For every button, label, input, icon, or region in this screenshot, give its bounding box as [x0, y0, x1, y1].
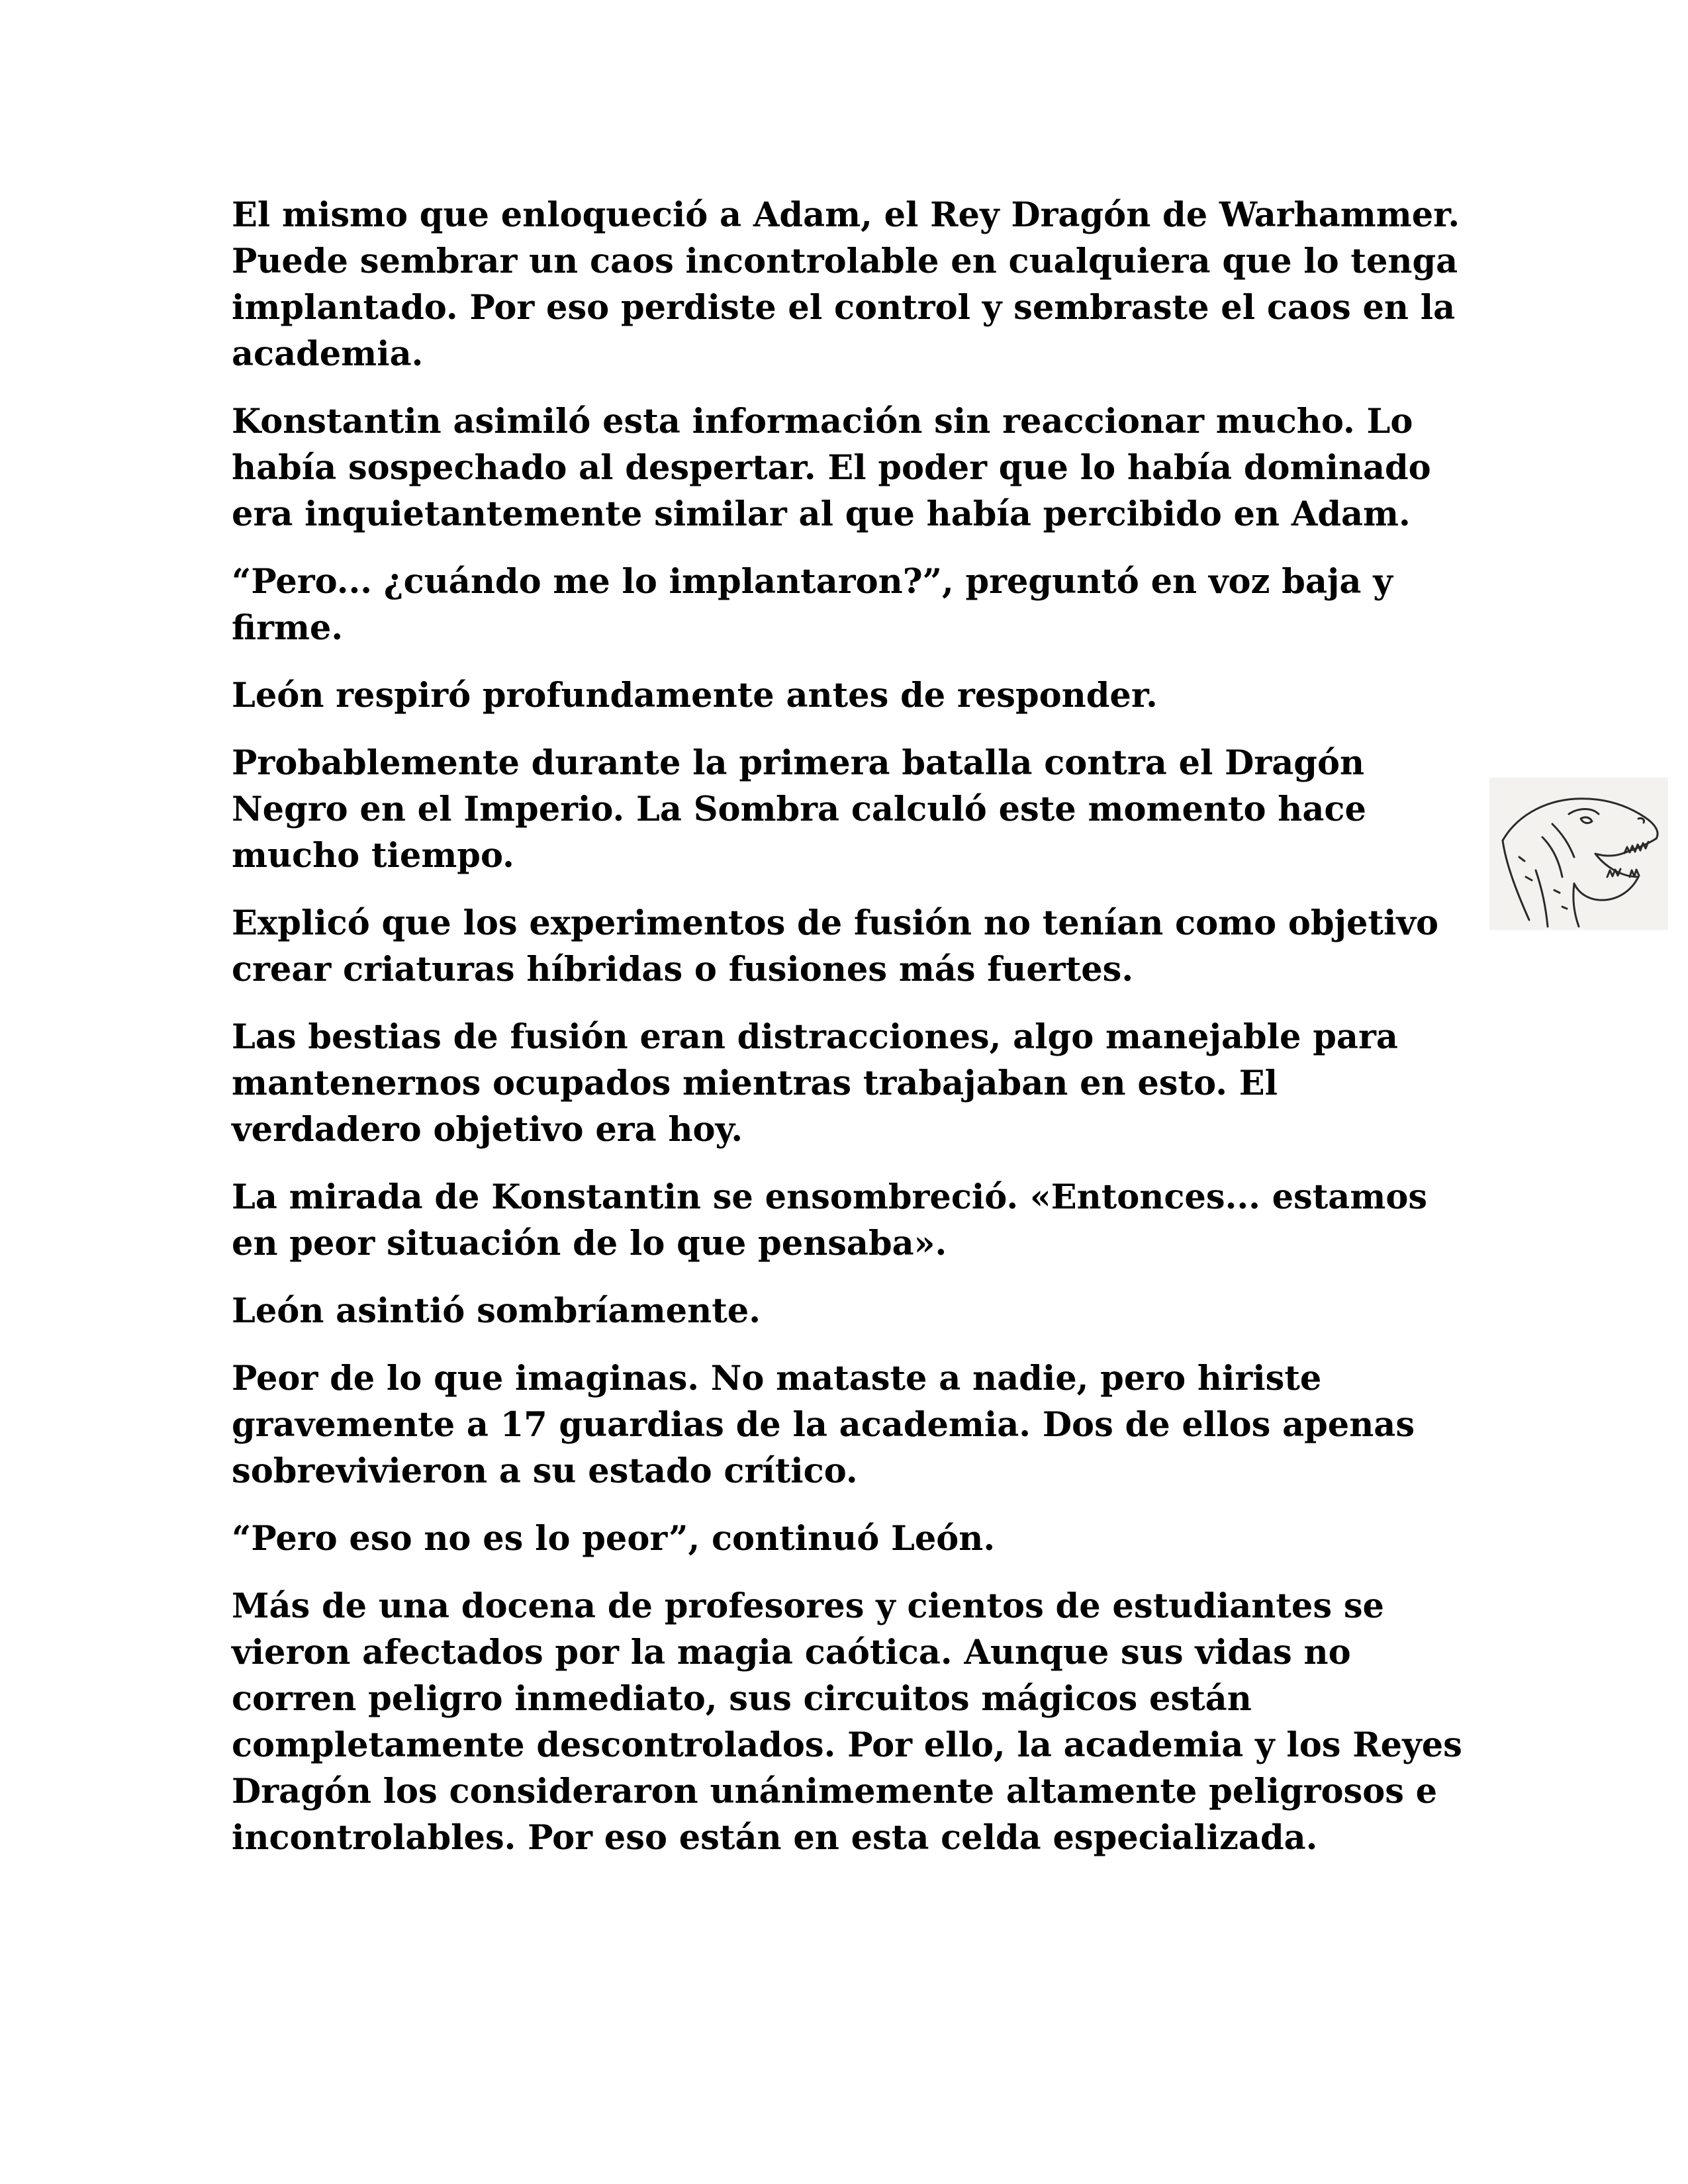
paragraph-2: Konstantin asimiló esta información sin reaccionar mucho. Lo había sospechado al despertar. El poder que lo había dominado era inquietantemente similar al que había percibido en Adam.: [232, 402, 1431, 534]
paragraph-4: León respiró profundamente antes de responder.: [232, 676, 1158, 715]
paragraph-7: Las bestias de fusión eran distracciones, algo manejable para mantenernos ocupados mientras trabajaban en esto. El verdadero objetivo era hoy.: [232, 1017, 1398, 1150]
paragraph-3: “Pero... ¿cuándo me lo implantaron?”, preguntó en voz baja y firme.: [232, 562, 1393, 648]
paragraph-12: Más de una docena de profesores y cientos de estudiantes se vieron afectados por la magia caótica. Aunque sus vidas no corren peligro inmediato, sus circuitos mágicos están completamente descontrolados. Por ello, la academia y los Reyes Dragón los consideraron unánimemente altamente peligrosos e incontrolables. Por eso están en esta celda especializada.: [232, 1586, 1462, 1858]
paragraph-10: Peor de lo que imaginas. No mataste a nadie, pero hiriste gravemente a 17 guardias de la academia. Dos de ellos apenas sobrevivieron a su estado crítico.: [232, 1359, 1415, 1491]
paragraph-5: Probablemente durante la primera batalla contra el Dragón Negro en el Imperio. La Sombra calculó este momento hace mucho tiempo.: [232, 743, 1366, 876]
paragraph-9: León asintió sombríamente.: [232, 1291, 761, 1331]
paragraph-1: El mismo que enloqueció a Adam, el Rey Dragón de Warhammer. Puede sembrar un caos incontrolable en cualquiera que lo tenga implantado. Por eso perdiste el control y sembraste el caos en la academia.: [232, 195, 1460, 374]
paragraph-11: “Pero eso no es lo peor”, continuó León.: [232, 1519, 996, 1559]
paragraph-8: La mirada de Konstantin se ensombreció. «Entonces... estamos en peor situación de lo que pensaba».: [232, 1177, 1428, 1263]
dinosaur-head-sketch-icon: [1489, 778, 1668, 930]
paragraph-6: Explicó que los experimentos de fusión no tenían como objetivo crear criaturas híbridas o fusiones más fuertes.: [232, 903, 1439, 989]
story-text: [232, 192, 1463, 1882]
